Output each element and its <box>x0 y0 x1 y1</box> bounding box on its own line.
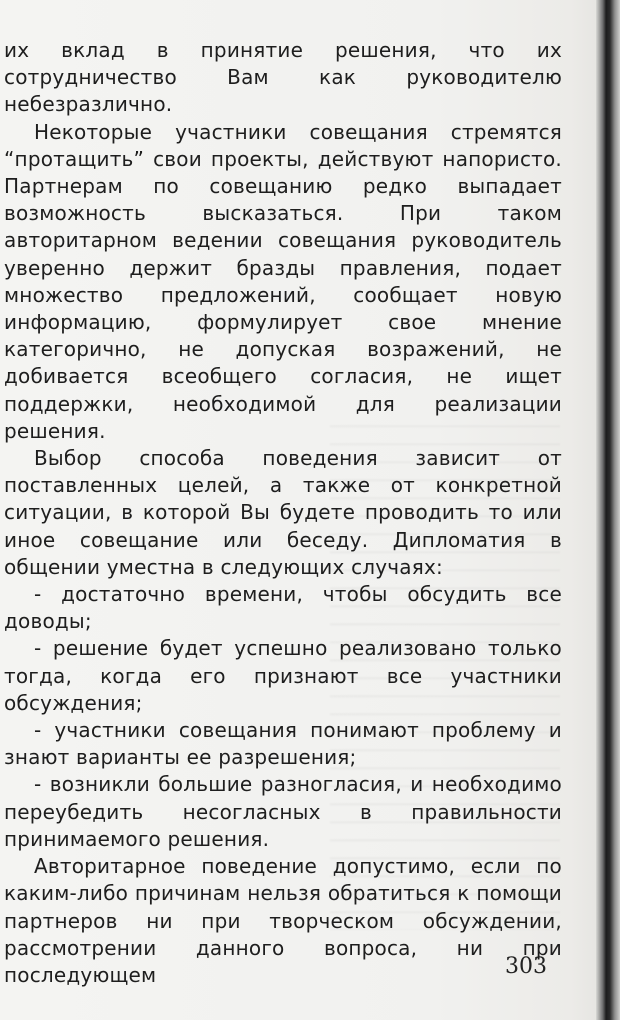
book-spine-edge <box>596 0 620 1020</box>
closing-paragraph: Авторитарное поведение допустимо, если по каким-либо причинам нельзя обратиться к помощи партнеров ни при творческом обсуждении, рассмотрении данного вопроса, ни при последующем <box>4 854 562 987</box>
list-item: - участники совещания понимают проблему и знают варианты ее разрешения; <box>4 718 562 770</box>
paragraph: Выбор способа поведения зависит от поставленных целей, а также от конкретной ситуации, в которой Вы будете проводить то или иное совещание или беседу. Дипломатия в общении уместна в следующих случаях: <box>4 446 562 579</box>
list-item: - решение будет успешно реализовано только тогда, когда его признают все участники обсуждения; <box>4 636 562 715</box>
list-item: - достаточно времени, чтобы обсудить все доводы; <box>4 582 562 634</box>
page-text <box>4 37 562 989</box>
continuation-paragraph: их вклад в принятие решения, что их сотрудничество Вам как руководителю небезразлично. <box>4 38 562 117</box>
paragraph: Некоторые участники совещания стремятся “протащить” свои проекты, действуют напористо. Партнерам по совещанию редко выпадает возможность высказаться. При таком авторитарном ведении совещания руководитель уверенно держит бразды правления, подает множество предложений, сообщает новую информацию, формулирует свое мнение категорично, не допуская возражений, не добивается всеобщего согласия, не ищет поддержки, необходимой для реализации решения. <box>4 119 562 443</box>
list-item: - возникли большие разногласия, и необходимо переубедить несогласных в правильности принимаемого решения. <box>4 772 562 851</box>
page-number: 303 <box>505 954 547 979</box>
